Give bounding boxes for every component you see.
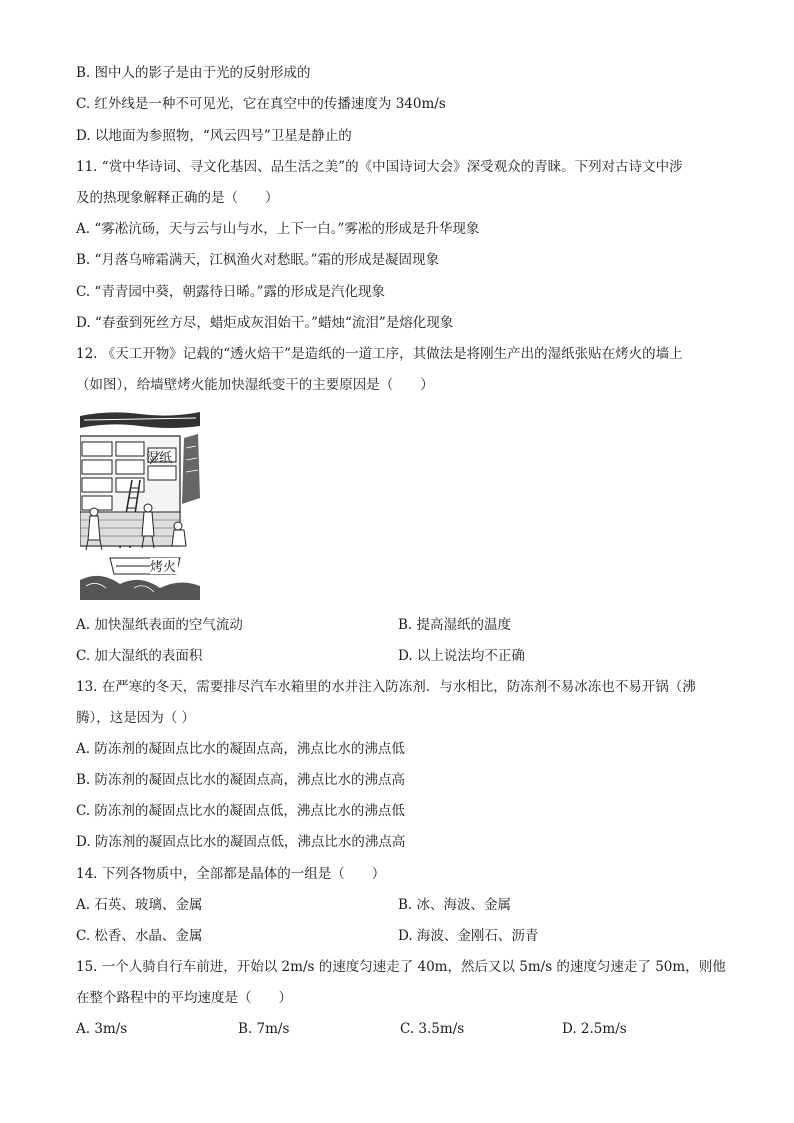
q13-option-c: C. 防冻剂的凝固点比水的凝固点低，沸点比水的沸点低 xyxy=(76,803,405,819)
q11-stem-line1: 11. “赏中华诗词、寻文化基因、品生活之美”的《中国诗词大会》深受观众的青睐。下列对古诗文中涉 xyxy=(76,159,683,175)
q15-option-b: B. 7m/s xyxy=(238,1021,290,1037)
q12-option-d: D. 以上说法均不正确 xyxy=(398,648,525,664)
q14-option-b: B. 冰、海波、金属 xyxy=(398,897,512,913)
q12-stem-line1: 12. 《天工开物》记载的“透火焙干”是造纸的一道工序，其做法是将刚生产出的湿纸张贴在烤火的墙上 xyxy=(76,346,683,362)
q14-option-a: A. 石英、玻璃、金属 xyxy=(76,897,203,913)
q15-option-a: A. 3m/s xyxy=(76,1021,128,1037)
q13-option-b: B. 防冻剂的凝固点比水的凝固点高，沸点比水的沸点高 xyxy=(76,772,406,788)
paper-drying-illustration xyxy=(80,408,200,600)
q10-option-b: B. 图中人的影子是由于光的反射形成的 xyxy=(76,65,311,81)
q13-option-a: A. 防冻剂的凝固点比水的凝固点高，沸点比水的沸点低 xyxy=(76,741,405,757)
q13-stem-line2: 腾），这是因为（ ） xyxy=(76,710,196,726)
q14-stem: 14. 下列各物质中，全部都是晶体的一组是（ ） xyxy=(76,866,386,882)
q12-stem-line2: （如图），给墙壁烤火能加快湿纸变干的主要原因是（ ） xyxy=(76,377,434,393)
q11-option-a: A. “雾凇沆砀，天与云与山与水，上下一白。”雾凇的形成是升华现象 xyxy=(76,221,480,237)
q14-option-d: D. 海波、金刚石、沥青 xyxy=(398,928,539,944)
q12-option-c: C. 加大湿纸的表面积 xyxy=(76,648,203,664)
q11-option-d: D. “春蚕到死丝方尽，蜡炬成灰泪始干。”蜡烛“流泪”是熔化现象 xyxy=(76,315,454,331)
q10-option-d: D. 以地面为参照物，“风云四号”卫星是静止的 xyxy=(76,128,352,144)
q15-stem-line2: 在整个路程中的平均速度是（ ） xyxy=(76,990,292,1006)
label-fire: 烤火 xyxy=(150,559,177,574)
q12-option-b: B. 提高湿纸的温度 xyxy=(398,617,512,633)
q13-stem-line1: 13. 在严寒的冬天，需要排尽汽车水箱里的水并注入防冻剂．与水相比，防冻剂不易冰冻也不易开锅（沸 xyxy=(76,679,696,695)
q11-option-b: B. “月落乌啼霜满天，江枫渔火对愁眠。”霜的形成是凝固现象 xyxy=(76,252,440,268)
q10-option-c: C. 红外线是一种不可见光，它在真空中的传播速度为 340m/s xyxy=(76,96,446,112)
q14-option-c: C. 松香、水晶、金属 xyxy=(76,928,203,944)
q11-option-c: C. “青青园中葵，朝露待日晞。”露的形成是汽化现象 xyxy=(76,284,385,300)
q12-option-a: A. 加快湿纸表面的空气流动 xyxy=(76,617,243,633)
q15-stem-line1: 15. 一个人骑自行车前进，开始以 2m/s 的速度匀速走了 40m，然后又以 5m/s 的速度匀速走了 50m，则他 xyxy=(76,959,726,975)
q15-option-c: C. 3.5m/s xyxy=(400,1021,465,1037)
q13-option-d: D. 防冻剂的凝固点比水的凝固点低，沸点比水的沸点高 xyxy=(76,834,406,850)
q11-stem-line2: 及的热现象解释正确的是（ ） xyxy=(76,190,279,206)
q15-option-d: D. 2.5m/s xyxy=(562,1021,627,1037)
label-wet-paper: 湿纸 xyxy=(146,450,173,465)
